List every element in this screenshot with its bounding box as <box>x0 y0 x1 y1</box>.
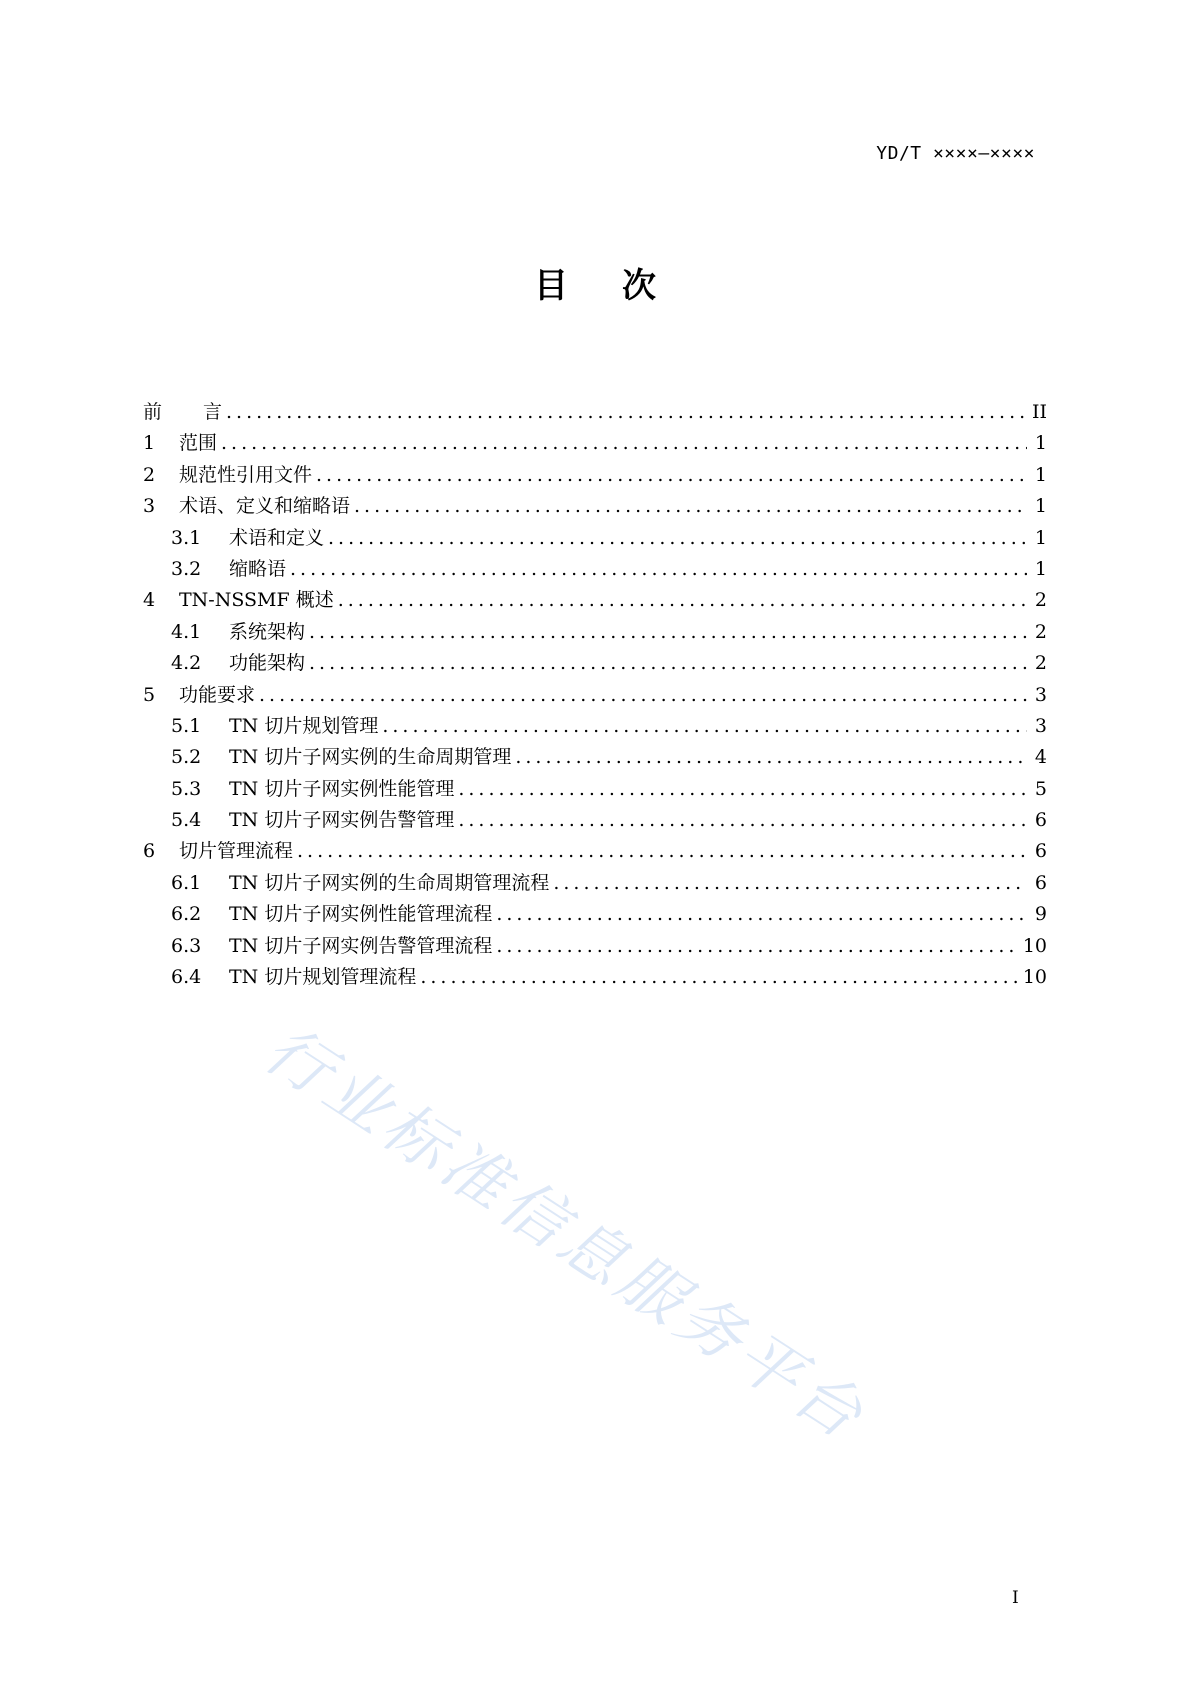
toc-entry[interactable] <box>143 460 1047 491</box>
toc-leader-dots <box>290 558 1027 580</box>
toc-entry-label: TN 切片规划管理流程 <box>229 966 417 989</box>
toc-entry-label: 术语、定义和缩略语 <box>179 495 351 518</box>
toc-entry-number: 4.1 <box>171 620 202 643</box>
toc-entry-number: 6 <box>143 840 156 863</box>
toc-entry-page: 1 <box>1034 495 1047 518</box>
toc-entry-page: 3 <box>1034 683 1047 706</box>
toc-entry-page: II <box>1031 401 1047 423</box>
toc-entry-label: 系统架构 <box>229 620 306 643</box>
toc-leader-dots <box>297 840 1027 862</box>
toc-leader-dots <box>553 872 1027 894</box>
toc-entry-label: 切片管理流程 <box>179 840 294 863</box>
toc-entry-label: 范围 <box>179 432 218 455</box>
toc-entry-page: 6 <box>1034 809 1047 832</box>
toc-leader-dots <box>496 935 1018 957</box>
toc-entry[interactable] <box>143 805 1047 836</box>
toc-entry-number: 5.4 <box>171 809 202 832</box>
toc-entry[interactable] <box>143 680 1047 711</box>
toc-entry-label: TN-NSSMF 概述 <box>179 589 334 612</box>
title-char-left: 目 <box>534 266 568 306</box>
toc-entry-number: 5.3 <box>171 777 202 800</box>
toc-entry-label: 功能要求 <box>179 683 256 706</box>
toc-entry[interactable] <box>143 428 1047 459</box>
toc-entry[interactable] <box>143 931 1047 962</box>
toc-entry-page: 9 <box>1034 903 1047 926</box>
document-code: YD/T ××××—×××× <box>876 143 1035 164</box>
toc-entry[interactable] <box>143 962 1047 993</box>
toc-entry-number: 1 <box>143 432 156 455</box>
toc-entry-page: 6 <box>1034 871 1047 894</box>
toc-entry-number: 2 <box>143 463 156 486</box>
toc-leader-dots <box>496 903 1027 925</box>
toc-entry-page: 2 <box>1034 589 1047 612</box>
toc-entry[interactable] <box>143 742 1047 773</box>
toc-leader-dots <box>226 401 1027 423</box>
page-title <box>0 258 1190 307</box>
toc-entry-label: 缩略语 <box>229 557 287 580</box>
toc-entry-number: 5.1 <box>171 714 202 737</box>
toc-entry[interactable] <box>143 491 1047 522</box>
toc-leader-dots <box>458 809 1027 831</box>
toc-entry-page: 1 <box>1034 432 1047 455</box>
toc-entry-page: 4 <box>1034 746 1047 769</box>
toc-entry[interactable] <box>143 836 1047 867</box>
toc-entry-page: 2 <box>1034 652 1047 675</box>
toc-leader-dots <box>316 464 1027 486</box>
toc-entry-page: 3 <box>1034 714 1047 737</box>
toc-entry[interactable] <box>143 585 1047 616</box>
toc-leader-dots <box>354 495 1027 517</box>
toc-entry-page: 1 <box>1034 463 1047 486</box>
toc-leader-dots <box>420 966 1018 988</box>
toc-entry-page: 1 <box>1034 557 1047 580</box>
table-of-contents <box>143 397 1047 993</box>
toc-entry-number: 4 <box>143 589 156 612</box>
watermark: 行业标准信息服务平台 <box>251 1012 879 1456</box>
toc-entry-label: TN 切片子网实例性能管理 <box>229 777 455 800</box>
toc-leader-dots <box>458 778 1027 800</box>
toc-leader-dots <box>382 715 1027 737</box>
page-number: I <box>1012 1588 1019 1608</box>
title-char-right: 次 <box>622 266 656 306</box>
toc-entry-page: 5 <box>1034 777 1047 800</box>
toc-entry-label: TN 切片子网实例告警管理 <box>229 809 455 832</box>
toc-leader-dots <box>515 746 1027 768</box>
toc-entry-page: 10 <box>1022 934 1047 957</box>
toc-entry-number: 3.1 <box>171 526 202 549</box>
toc-leader-dots <box>309 621 1027 643</box>
toc-entry-number: 4.2 <box>171 652 202 675</box>
toc-entry[interactable] <box>143 868 1047 899</box>
toc-entry-label: TN 切片规划管理 <box>229 714 379 737</box>
toc-entry-number: 6.1 <box>171 871 202 894</box>
toc-leader-dots <box>338 589 1027 611</box>
toc-entry-label: TN 切片子网实例的生命周期管理 <box>229 746 512 769</box>
toc-entry-label: TN 切片子网实例告警管理流程 <box>229 934 493 957</box>
toc-entry[interactable] <box>143 554 1047 585</box>
toc-entry-number: 6.4 <box>171 966 202 989</box>
toc-entry-number: 5.2 <box>171 746 202 769</box>
toc-entry-label: TN 切片子网实例性能管理流程 <box>229 903 493 926</box>
toc-entry[interactable] <box>143 397 1047 428</box>
toc-entry-page: 10 <box>1022 966 1047 989</box>
toc-entry-label: 规范性引用文件 <box>179 463 313 486</box>
toc-entry-number: 前 <box>143 401 163 423</box>
toc-entry-label: 功能架构 <box>229 652 306 675</box>
toc-entry[interactable] <box>143 523 1047 554</box>
toc-entry-label: 术语和定义 <box>229 526 325 549</box>
toc-leader-dots <box>221 432 1027 454</box>
toc-entry-number: 3.2 <box>171 557 202 580</box>
toc-leader-dots <box>259 684 1027 706</box>
toc-entry-number: 5 <box>143 683 156 706</box>
toc-entry-page: 1 <box>1034 526 1047 549</box>
toc-entry[interactable] <box>143 899 1047 930</box>
toc-entry[interactable] <box>143 648 1047 679</box>
toc-entry-label: 言 <box>203 401 223 423</box>
toc-leader-dots <box>309 652 1027 674</box>
toc-entry-page: 2 <box>1034 620 1047 643</box>
toc-entry-number: 3 <box>143 495 156 518</box>
toc-entry[interactable] <box>143 774 1047 805</box>
toc-entry[interactable] <box>143 711 1047 742</box>
toc-entry-number: 6.2 <box>171 903 202 926</box>
toc-entry[interactable] <box>143 617 1047 648</box>
toc-entry-number: 6.3 <box>171 934 202 957</box>
toc-entry-label: TN 切片子网实例的生命周期管理流程 <box>229 871 550 894</box>
toc-leader-dots <box>328 527 1027 549</box>
toc-entry-page: 6 <box>1034 840 1047 863</box>
